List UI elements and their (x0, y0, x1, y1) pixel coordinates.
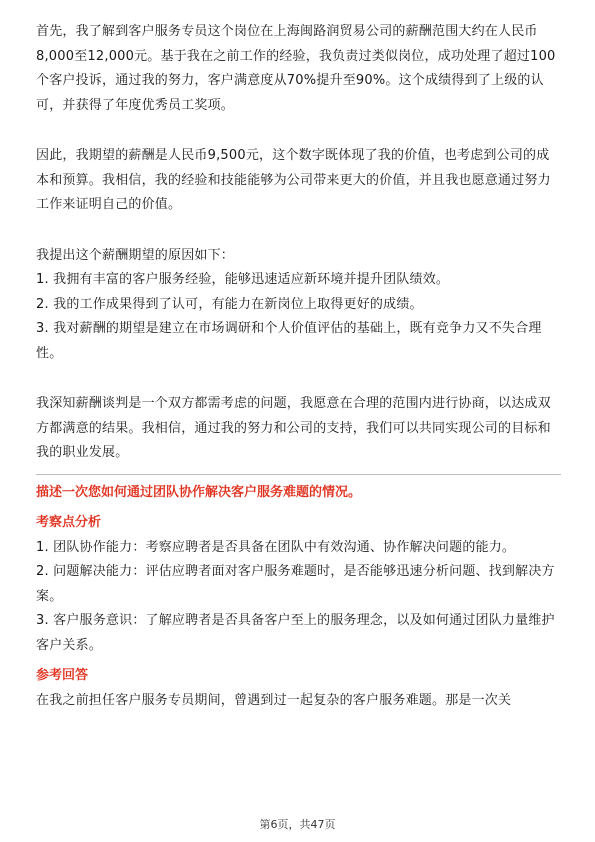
answer-text: 在我之前担任客户服务专员期间，曾遇到过一起复杂的客户服务难题。那是一次关 (36, 692, 512, 708)
reasons-intro: 我提出这个薪酬期望的原因如下： (36, 247, 235, 263)
analysis-title: 考察点分析 (36, 515, 102, 530)
page-content (36, 20, 561, 713)
analysis-item: 2. 问题解决能力：评估应聘者面对客户服务难题时，是否能够迅速分析问题、找到解决方案。 (36, 564, 555, 604)
page-number: 第6页，共47页 (259, 818, 336, 831)
interview-question: 描述一次您如何通过团队协作解决客户服务难题的情况。 (36, 484, 362, 500)
paragraph-salary-expectation: 因此，我期望的薪酬是人民币9,500元，这个数字既体现了我的价值，也考虑到公司的成本和预算。我相信，我的经验和技能能够为公司带来更大的价值，并且我也愿意通过努力工作来证明自己的价值。 (36, 148, 551, 212)
reason-item: 3. 我对薪酬的期望是建立在市场调研和个人价值评估的基础上，既有竞争力又不失合理性。 (36, 321, 542, 361)
section-divider (36, 474, 561, 475)
reason-item: 1. 我拥有丰富的客户服务经验，能够迅速适应新环境并提升团队绩效。 (36, 272, 450, 287)
reason-item: 2. 我的工作成果得到了认可，有能力在新岗位上取得更好的成绩。 (36, 296, 423, 312)
paragraph-salary-range: 首先，我了解到客户服务专员这个岗位在上海闽路润贸易公司的薪酬范围大约在人民币8,000至12,000元。基于我在之前工作的经验，我负责过类似岗位，成功处理了超过100个客户投诉，通过我的努力，客户满意度从70%提升至90%。这个成绩得到了上级的认可，并获得了年度优秀员工奖项。 (36, 24, 556, 113)
paragraph-closing: 我深知薪酬谈判是一个双方都需考虑的问题，我愿意在合理的范围内进行协商，以达成双方都满意的结果。我相信，通过我的努力和公司的支持，我们可以共同实现公司的目标和我的职业发展。 (36, 396, 551, 460)
analysis-item: 1. 团队协作能力：考察应聘者是否具备在团队中有效沟通、协作解决问题的能力。 (36, 539, 516, 555)
answer-title: 参考回答 (36, 668, 89, 683)
analysis-item: 3. 客户服务意识：了解应聘者是否具备客户至上的服务理念，以及如何通过团队力量维护客户关系。 (36, 613, 555, 653)
